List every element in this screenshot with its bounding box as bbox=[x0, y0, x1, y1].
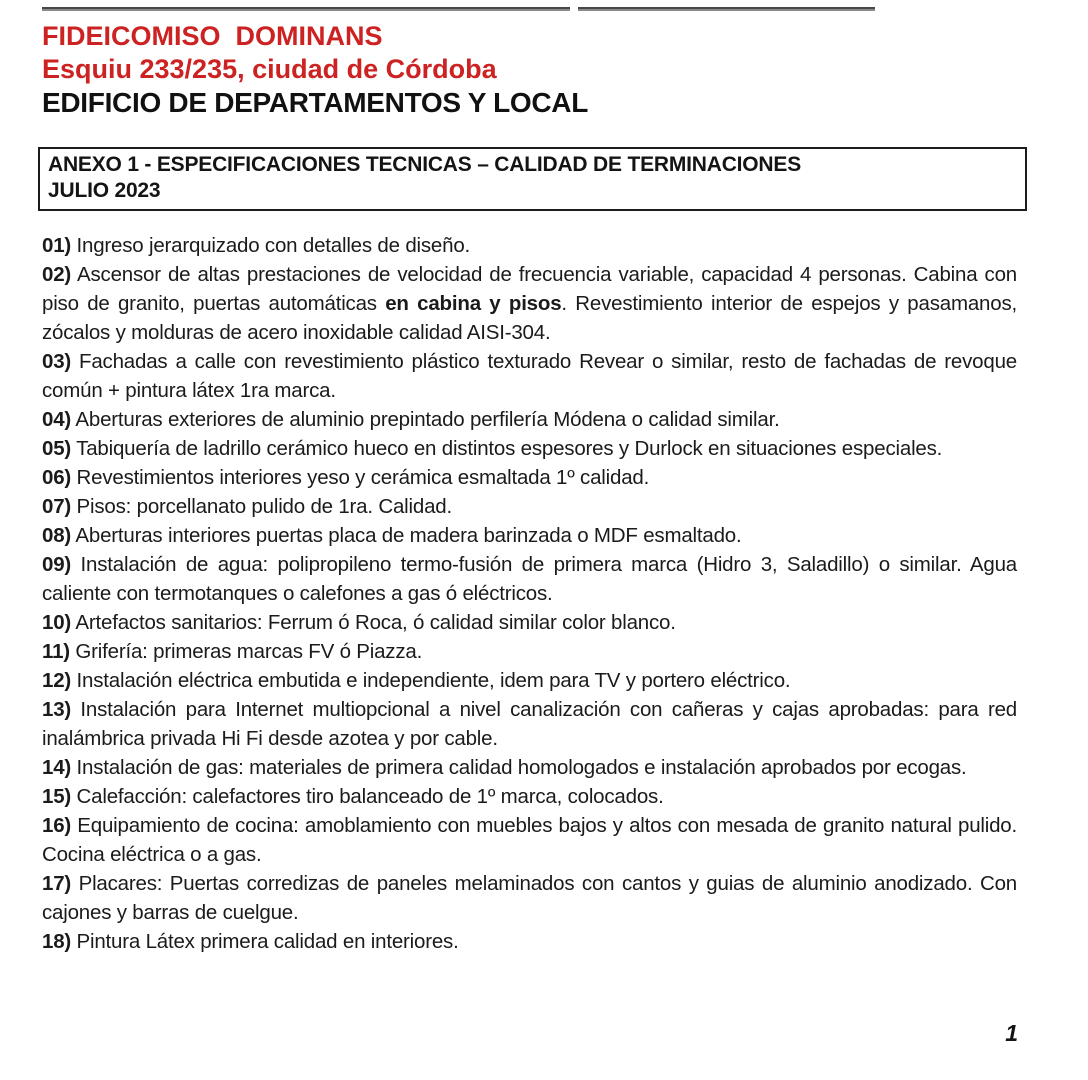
spec-item bbox=[42, 782, 1017, 811]
spec-item-number: 13) bbox=[42, 698, 72, 721]
spec-item-number: 07) bbox=[42, 495, 72, 518]
spec-item bbox=[42, 347, 1017, 405]
spec-item-text: Instalación de gas: materiales de primera calidad homologados e instalación aprobados por ecogas. bbox=[76, 756, 967, 779]
spec-item bbox=[42, 666, 1017, 695]
spec-item bbox=[42, 927, 1017, 956]
spec-item-number: 08) bbox=[42, 524, 72, 547]
spec-item-text: Revestimientos interiores yeso y cerámica esmaltada 1º calidad. bbox=[76, 466, 650, 489]
spec-item bbox=[42, 811, 1017, 869]
spec-item bbox=[42, 434, 1017, 463]
spec-item bbox=[42, 231, 1017, 260]
annex-title-box bbox=[38, 147, 1027, 211]
top-rule-left bbox=[42, 7, 570, 11]
spec-item-number: 18) bbox=[42, 930, 72, 953]
building-type: EDIFICIO DE DEPARTAMENTOS Y LOCAL bbox=[42, 87, 588, 118]
spec-item-number: 12) bbox=[42, 669, 72, 692]
spec-item-text: Pisos: porcellanato pulido de 1ra. Calidad. bbox=[76, 495, 452, 518]
spec-item-text: Ascensor de altas prestaciones de velocidad de frecuencia variable, capacidad 4 personas. Cabina con piso de granito, puertas automáticas bbox=[42, 263, 1017, 315]
spec-item bbox=[42, 608, 1017, 637]
spec-item-number: 16) bbox=[42, 814, 72, 837]
spec-item bbox=[42, 463, 1017, 492]
spec-item-text: Instalación de agua: polipropileno termo-fusión de primera marca (Hidro 3, Saladillo) o similar. Agua caliente con termotanques o calefones a gas ó eléctricos. bbox=[42, 553, 1018, 605]
annex-title: ANEXO 1 - ESPECIFICACIONES TECNICAS – CALIDAD DE TERMINACIONES bbox=[48, 153, 802, 176]
spec-item-text: Artefactos sanitarios: Ferrum ó Roca, ó calidad similar color blanco. bbox=[75, 611, 676, 634]
spec-item bbox=[42, 550, 1017, 608]
project-name: FIDEICOMISO DOMINANS bbox=[42, 21, 383, 51]
spec-item-number: 09) bbox=[42, 553, 72, 576]
spec-item-number: 11) bbox=[42, 640, 70, 663]
spec-item-text: Aberturas interiores puertas placa de madera barinzada o MDF esmaltado. bbox=[75, 524, 742, 547]
spec-item bbox=[42, 753, 1017, 782]
page-number: 1 bbox=[1005, 1020, 1018, 1046]
spec-item-number: 01) bbox=[42, 234, 72, 257]
spec-item-text: Equipamiento de cocina: amoblamiento con muebles bajos y altos con mesada de granito natural pulido. Cocina eléctrica o a gas. bbox=[42, 814, 1017, 866]
spec-item-number: 17) bbox=[42, 872, 72, 895]
spec-item bbox=[42, 869, 1017, 927]
spec-item bbox=[42, 695, 1017, 753]
spec-item bbox=[42, 260, 1017, 347]
specifications-list bbox=[42, 231, 1017, 956]
spec-item-number: 14) bbox=[42, 756, 72, 779]
spec-item-text: Calefacción: calefactores tiro balanceado de 1º marca, colocados. bbox=[76, 785, 664, 808]
top-rule-right bbox=[578, 7, 875, 11]
spec-item-number: 05) bbox=[42, 437, 72, 460]
spec-item-text: Aberturas exteriores de aluminio prepintado perfilería Módena o calidad similar. bbox=[75, 408, 780, 431]
spec-item-number: 03) bbox=[42, 350, 72, 373]
spec-item-text: Tabiquería de ladrillo cerámico hueco en distintos espesores y Durlock en situaciones especiales. bbox=[76, 437, 943, 460]
spec-item-text: Instalación para Internet multiopcional a nivel canalización con cañeras y cajas aprobadas: para red inalámbrica privada Hi Fi desde azotea y por cable. bbox=[42, 698, 1017, 750]
spec-item-number: 02) bbox=[42, 263, 72, 286]
spec-item bbox=[42, 492, 1017, 521]
spec-item bbox=[42, 405, 1017, 434]
spec-item bbox=[42, 637, 1017, 666]
annex-date: JULIO 2023 bbox=[48, 179, 161, 202]
spec-item-text: Placares: Puertas corredizas de paneles melaminados con cantos y guias de aluminio anodizado. Con cajones y barras de cuelgue. bbox=[42, 872, 1018, 924]
spec-item bbox=[42, 521, 1017, 550]
spec-item-number: 15) bbox=[42, 785, 72, 808]
spec-item-text: Fachadas a calle con revestimiento plástico texturado Revear o similar, resto de fachadas de revoque común + pintura látex 1ra marca. bbox=[42, 350, 1017, 402]
project-address: Esquiu 233/235, ciudad de Córdoba bbox=[42, 54, 497, 84]
spec-item-text: Ingreso jerarquizado con detalles de diseño. bbox=[76, 234, 471, 257]
spec-item-text: . Revestimiento interior de espejos y pasamanos, zócalos y molduras de acero inoxidable calidad AISI-304. bbox=[42, 292, 1017, 344]
spec-item-number: 04) bbox=[42, 408, 72, 431]
spec-item-text: Pintura Látex primera calidad en interiores. bbox=[76, 930, 459, 953]
spec-item-text: Grifería: primeras marcas FV ó Piazza. bbox=[75, 640, 423, 663]
document-header bbox=[42, 20, 1032, 119]
spec-item-bold-text: en cabina y pisos bbox=[385, 292, 562, 315]
spec-item-number: 06) bbox=[42, 466, 72, 489]
spec-item-text: Instalación eléctrica embutida e independiente, idem para TV y portero eléctrico. bbox=[76, 669, 791, 692]
spec-item-number: 10) bbox=[42, 611, 72, 634]
